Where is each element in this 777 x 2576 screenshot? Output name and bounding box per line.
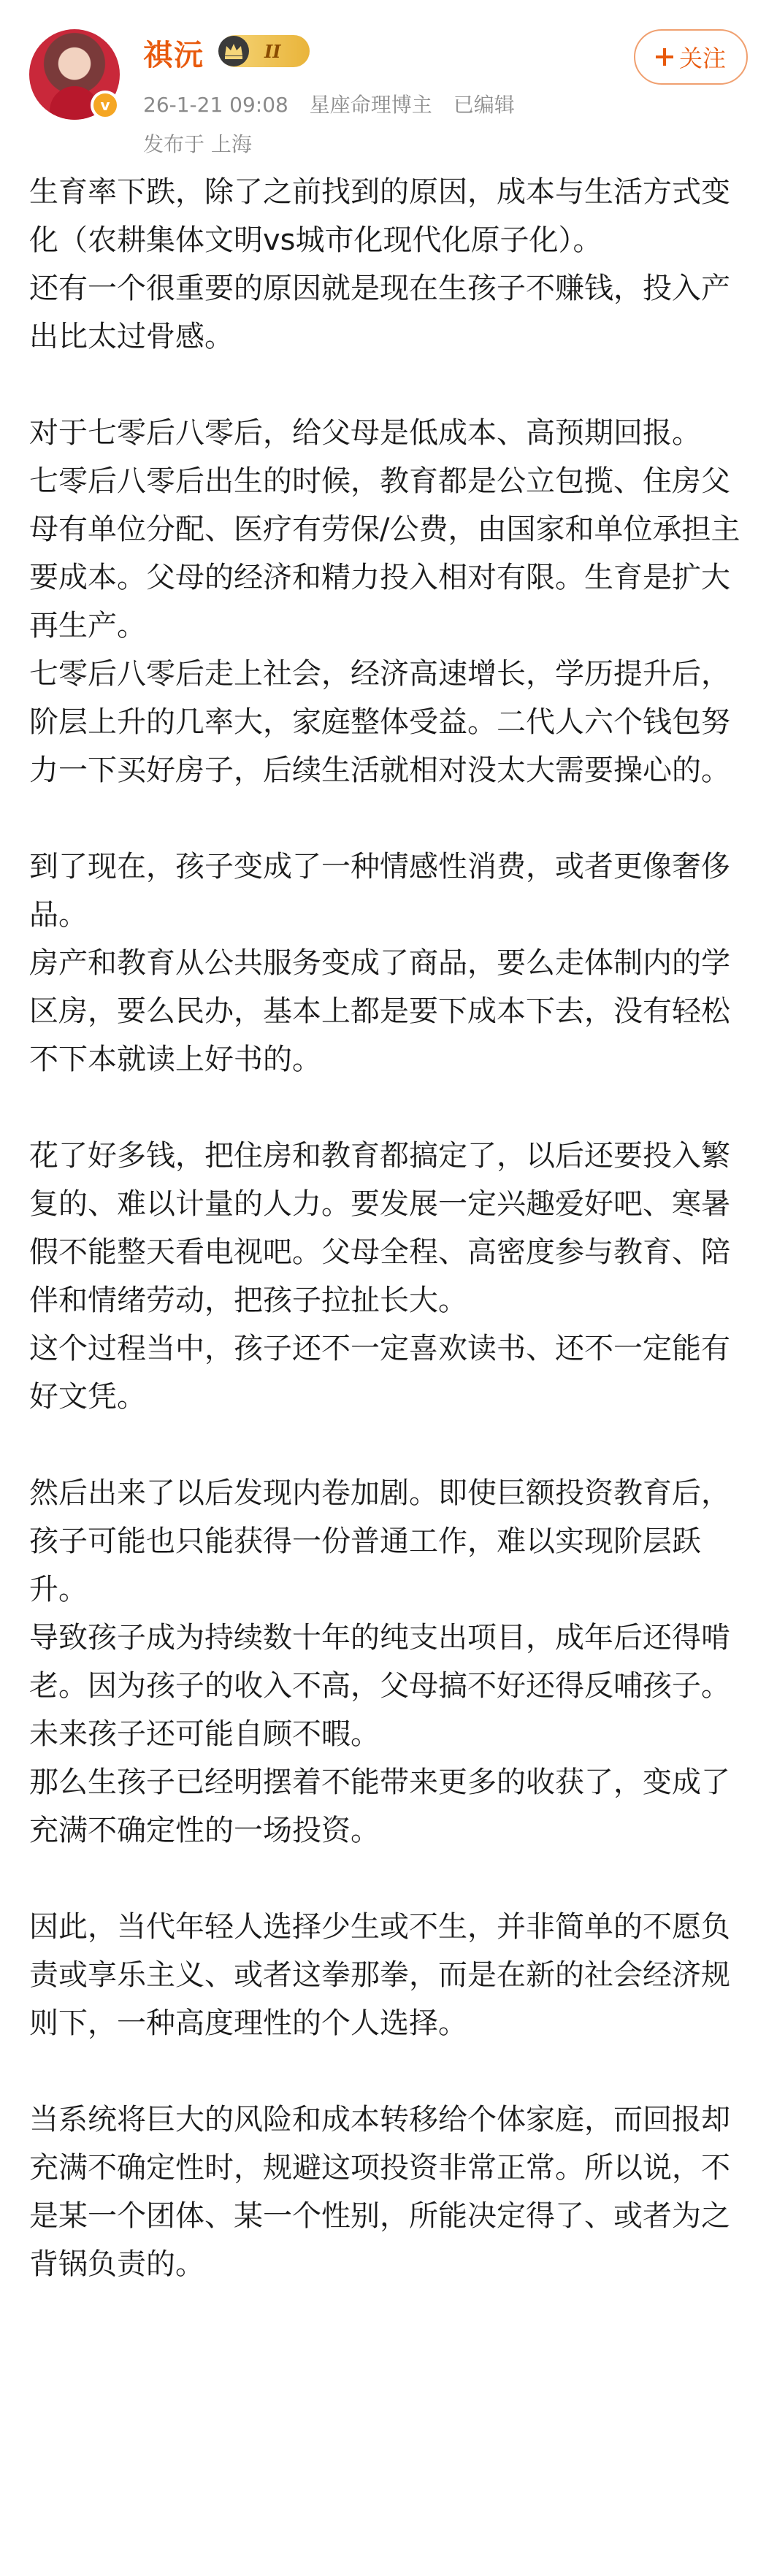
paragraph-gap bbox=[29, 794, 752, 843]
post-paragraph: 生育率下跌，除了之前找到的原因，成本与生活方式变化（农耕集体文明vs城市化现代化原子化）。 还有一个很重要的原因就是现在生孩子不赚钱，投入产出比太过骨感。 bbox=[29, 175, 730, 353]
edited-label[interactable]: 已编辑 bbox=[453, 93, 515, 117]
post-header bbox=[0, 0, 777, 168]
follow-button[interactable] bbox=[634, 29, 748, 85]
follow-button-label: 关注 bbox=[678, 45, 726, 72]
author-name[interactable]: 祺沅 bbox=[143, 39, 204, 72]
post-meta bbox=[143, 89, 529, 118]
verified-badge-icon: v bbox=[91, 91, 120, 120]
post-paragraph: 花了好多钱，把住房和教育都搞定了，以后还要投入繁复的、难以计量的人力。要发展一定兴趣爱好吧、寒暑假不能整天看电视吧。父母全程、高密度参与教育、陪伴和情绪劳动，把孩子拉扯长大。 这个过程当中，孩子还不一定喜欢读书、还不一定能有好文凭。 bbox=[29, 1139, 730, 1414]
post-timestamp: 26-1-21 09:08 bbox=[143, 93, 288, 117]
paragraph-gap bbox=[29, 1084, 752, 1132]
vip-level-badge[interactable] bbox=[219, 35, 310, 67]
author-title: 星座命理博主 bbox=[309, 93, 432, 117]
post-paragraph: 因此，当代年轻人选择少生或不生，并非简单的不愿负责或享乐主义、或者这拳那拳，而是在新的社会经济规则下，一种高度理性的个人选择。 bbox=[29, 1910, 730, 2040]
post-paragraph: 对于七零后八零后，给父母是低成本、高预期回报。 七零后八零后出生的时候，教育都是公立包揽、住房父母有单位分配、医疗有劳保/公费，由国家和单位承担主要成本。父母的经济和精力投入相对有限。生育是扩大再生产。 七零后八零后走上社会，经济高速增长，学历提升后，阶层上升的几率大，家庭整体受益。二代人六个钱包努力一下买好房子，后续生活就相对没太大需要操心的。 bbox=[29, 416, 740, 787]
post-location: 发布于 上海 bbox=[143, 132, 252, 156]
post-paragraph: 当系统将巨大的风险和成本转移给个体家庭，而回报却充满不确定性时，规避这项投资非常正常。所以说，不是某一个团体、某一个性别，所能决定得了、或者为之背锅负责的。 bbox=[29, 2103, 730, 2281]
vip-level-text: II bbox=[264, 40, 281, 62]
crown-icon bbox=[215, 32, 253, 70]
paragraph-gap bbox=[29, 2047, 752, 2096]
post-paragraph: 到了现在，孩子变成了一种情感性消费，或者更像奢侈品。 房产和教育从公共服务变成了商品，要么走体制内的学区房，要么民办，基本上都是要下成本下去，没有轻松不下本就读上好书的。 bbox=[29, 850, 730, 1076]
paragraph-gap bbox=[29, 1855, 752, 1903]
paragraph-gap bbox=[29, 1421, 752, 1469]
post-body bbox=[29, 168, 752, 2288]
paragraph-gap bbox=[29, 361, 752, 409]
plus-icon bbox=[656, 48, 673, 66]
post-paragraph: 然后出来了以后发现内卷加剧。即使巨额投资教育后，孩子可能也只能获得一份普通工作，难以实现阶层跃升。 导致孩子成为持续数十年的纯支出项目，成年后还得啃老。因为孩子的收入不高，父母搞不好还得反哺孩子。未来孩子还可能自顾不暇。 那么生孩子已经明摆着不能带来更多的收获了，变成了充满不确定性的一场投资。 bbox=[29, 1476, 730, 1847]
